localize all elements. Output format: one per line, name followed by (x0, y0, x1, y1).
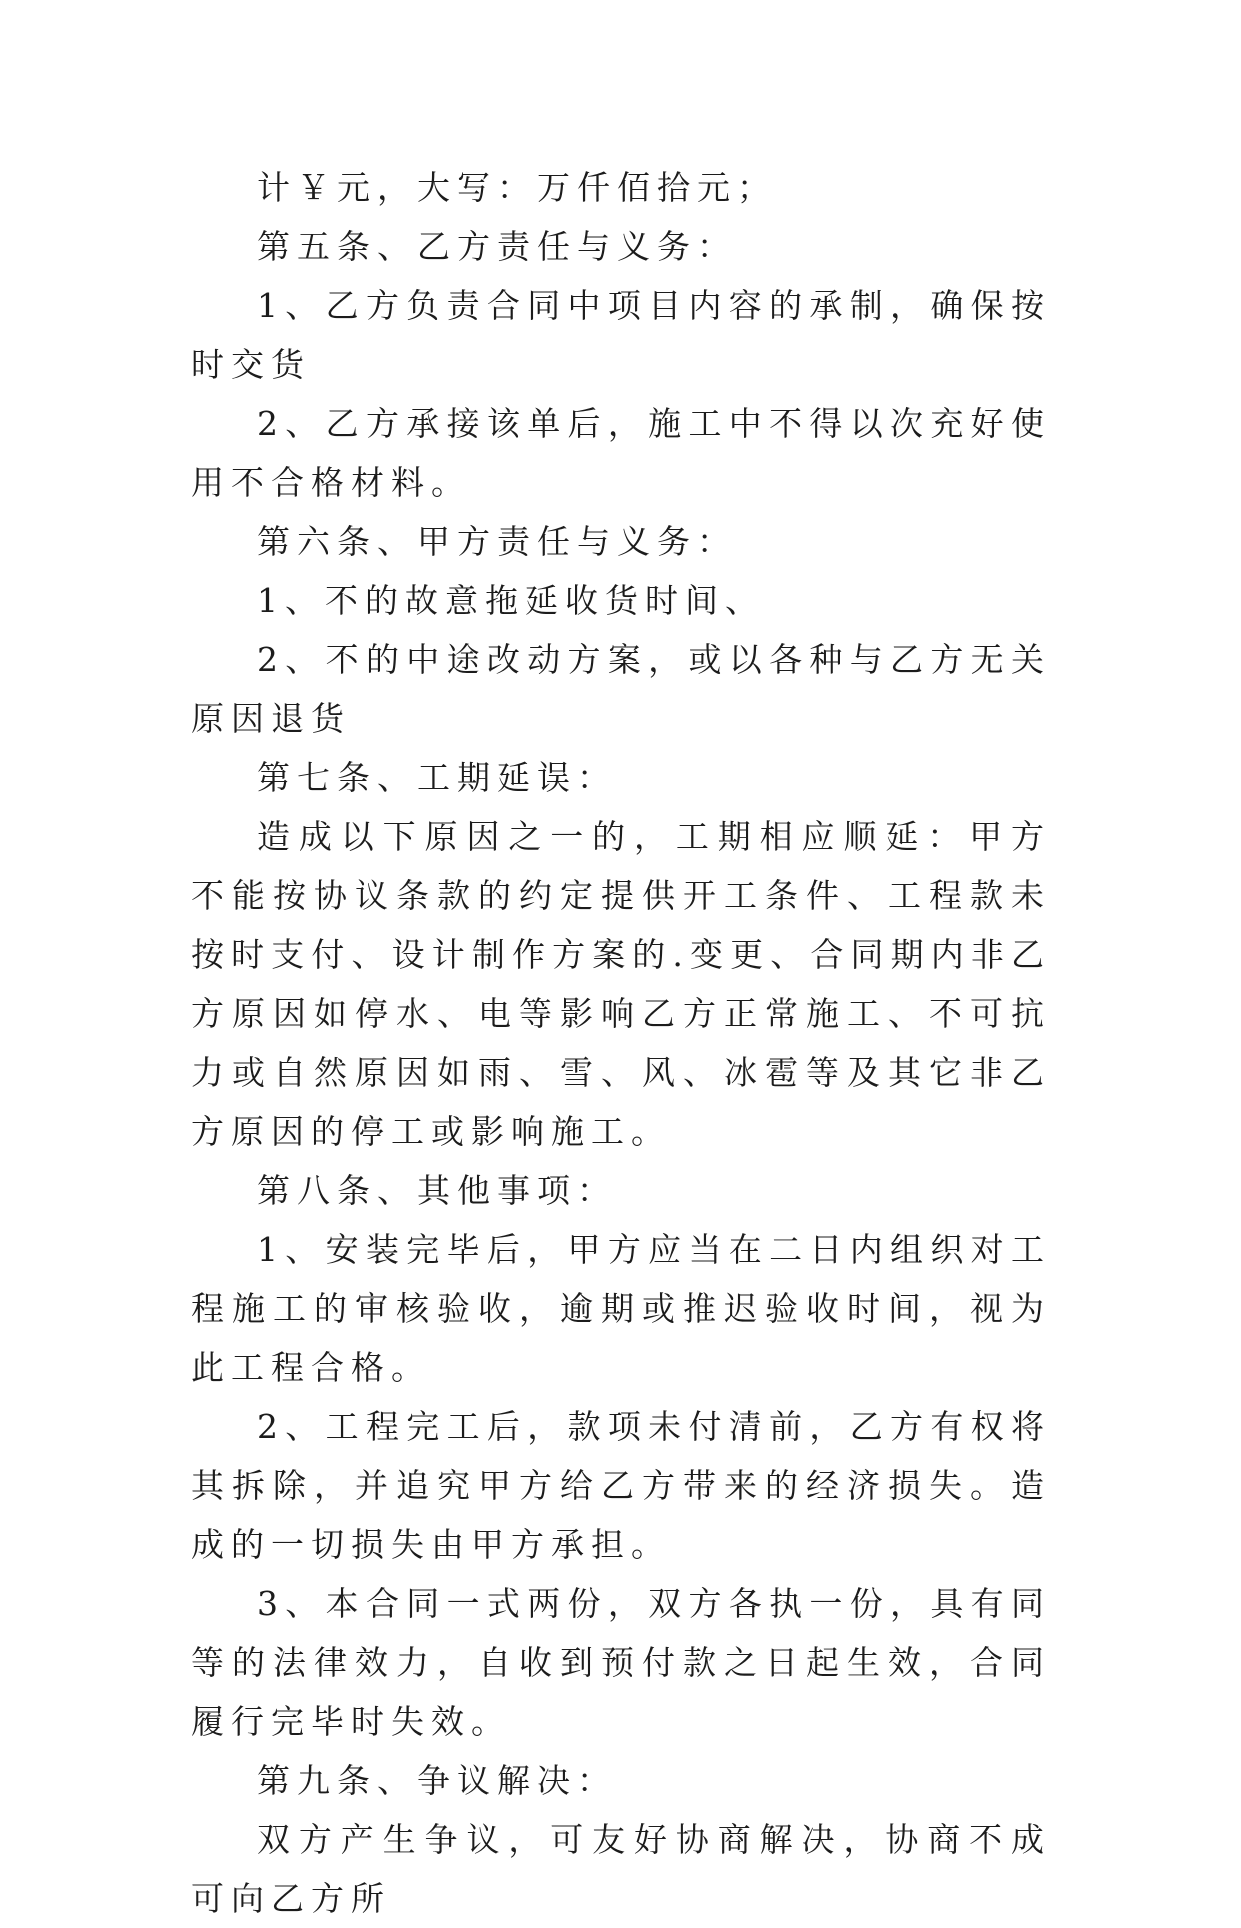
paragraph-article-6-item-1: 1、不的故意拖延收货时间、 (257, 581, 765, 620)
paragraph-article-8-item-1: 1、安装完毕后，甲方应当在二日内组织对工程施工的审核验收，逾期或推迟验收时间，视为此工程合格。 (191, 1230, 1051, 1387)
heading-article-7: 第七条、工期延误： (257, 758, 617, 797)
paragraph-article-5-item-1: 1、乙方负责合同中项目内容的承制，确保按时交货 (191, 286, 1051, 384)
paragraph-article-8-item-3: 3、本合同一式两份，双方各执一份，具有同等的法律效力，自收到预付款之日起生效，合同履行完毕时失效。 (191, 1584, 1051, 1741)
paragraph-amount: 计￥元，大写：万仟佰拾元； (257, 168, 777, 207)
paragraph-article-7-body: 造成以下原因之一的，工期相应顺延：甲方不能按协议条款的约定提供开工条件、工程款未按时支付、设计制作方案的.变更、合同期内非乙方原因如停水、电等影响乙方正常施工、不可抗力或自然原因如雨、雪、风、冰雹等及其它非乙方原因的停工或影响施工。 (191, 817, 1051, 1151)
heading-article-9: 第九条、争议解决： (257, 1761, 617, 1800)
heading-article-5: 第五条、乙方责任与义务： (257, 227, 737, 266)
heading-article-6: 第六条、甲方责任与义务： (257, 522, 737, 561)
paragraph-article-6-item-2: 2、不的中途改动方案，或以各种与乙方无关原因退货 (191, 640, 1051, 738)
paragraph-article-8-item-2: 2、工程完工后，款项未付清前，乙方有权将其拆除，并追究甲方给乙方带来的经济损失。造成的一切损失由甲方承担。 (191, 1407, 1051, 1564)
heading-article-8: 第八条、其他事项： (257, 1171, 617, 1210)
paragraph-article-9-body: 双方产生争议，可友好协商解决，协商不成可向乙方所 (191, 1820, 1051, 1918)
document-body (191, 158, 1051, 1928)
paragraph-article-5-item-2: 2、乙方承接该单后，施工中不得以次充好使用不合格材料。 (191, 404, 1051, 502)
